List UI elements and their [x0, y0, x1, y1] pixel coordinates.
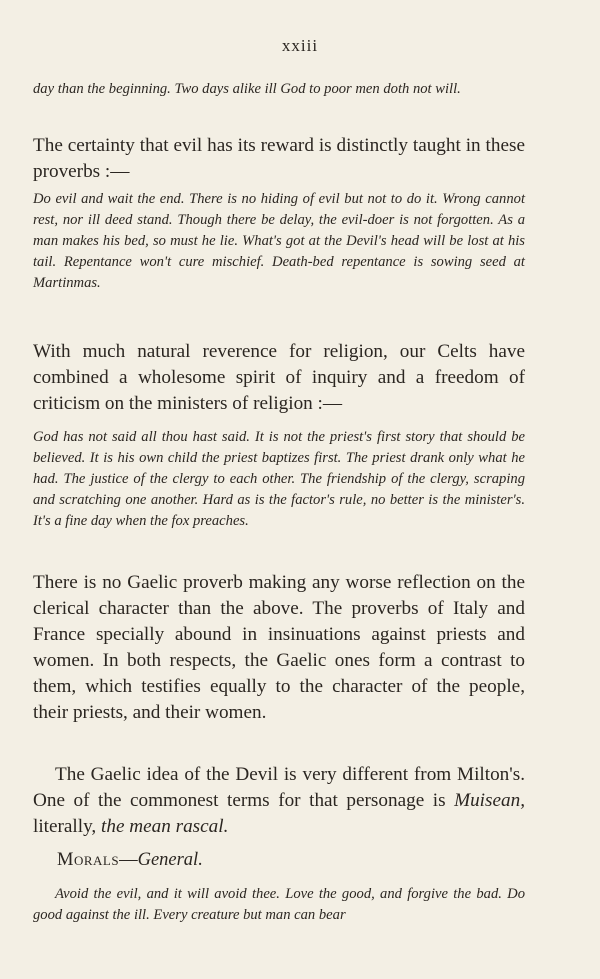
page-number: xxiii	[281, 36, 319, 55]
devil-text-mid: literally,	[33, 816, 102, 837]
paragraph-devil	[33, 762, 525, 840]
proverbs-clergy: God has not said all thou hast said. It is not the priest's first story that should be believed. It is his own child the priest baptizes first. The priest drank only what he had. The justice of the clergy to each other. The friendship of the clergy, scraping and scratching one another. Hard as is the factor's rule, no better is the minister's. It's a fine day when the fox preaches.	[33, 429, 525, 529]
proverbs-morals: Avoid the evil, and it will avoid thee. Love the good, and forgive the bad. Do good against the ill. Every creature but man can bear	[33, 886, 525, 923]
paragraph-clerical-character: There is no Gaelic proverb making any worse reflection on the clerical character than the above. The proverbs of Italy and France specially abound in insinuations against priests and women. In both respects, the Gaelic ones form a contrast to them, which testifies equally to the character of the people, their priests, and their women.	[33, 572, 525, 723]
proverbs-evil: Do evil and wait the end. There is no hiding of evil but not to do it. Wrong cannot rest, nor ill deed stand. Though there be delay, the evil-doer is not forgotten. As a man makes his bed, so must he lie. What's got at the Devil's head will be lost at his tail. Repentance won't cure mischief. Death-bed repentance is sowing seed at Martinmas.	[33, 191, 525, 291]
section-heading-dash: —	[119, 850, 138, 870]
paragraph-evil-reward: The certainty that evil has its reward is distinctly taught in these proverbs :—	[33, 135, 525, 182]
devil-text: The Gaelic idea of the Devil is very different from Milton's. One of the commonest terms for that personage is	[33, 764, 525, 811]
section-heading-sub: General.	[137, 850, 203, 870]
section-heading	[57, 850, 549, 871]
term-gloss: the mean rascal.	[101, 816, 229, 837]
carryover-proverbs: day than the beginning. Two days alike ill God to poor men doth not will.	[33, 81, 461, 97]
gaelic-term: Muisean,	[454, 790, 525, 811]
paragraph-religion: With much natural reverence for religion, our Celts have combined a wholesome spirit of inquiry and a freedom of criticism on the ministers of religion :—	[33, 341, 525, 414]
section-heading-main: Morals	[57, 850, 120, 870]
